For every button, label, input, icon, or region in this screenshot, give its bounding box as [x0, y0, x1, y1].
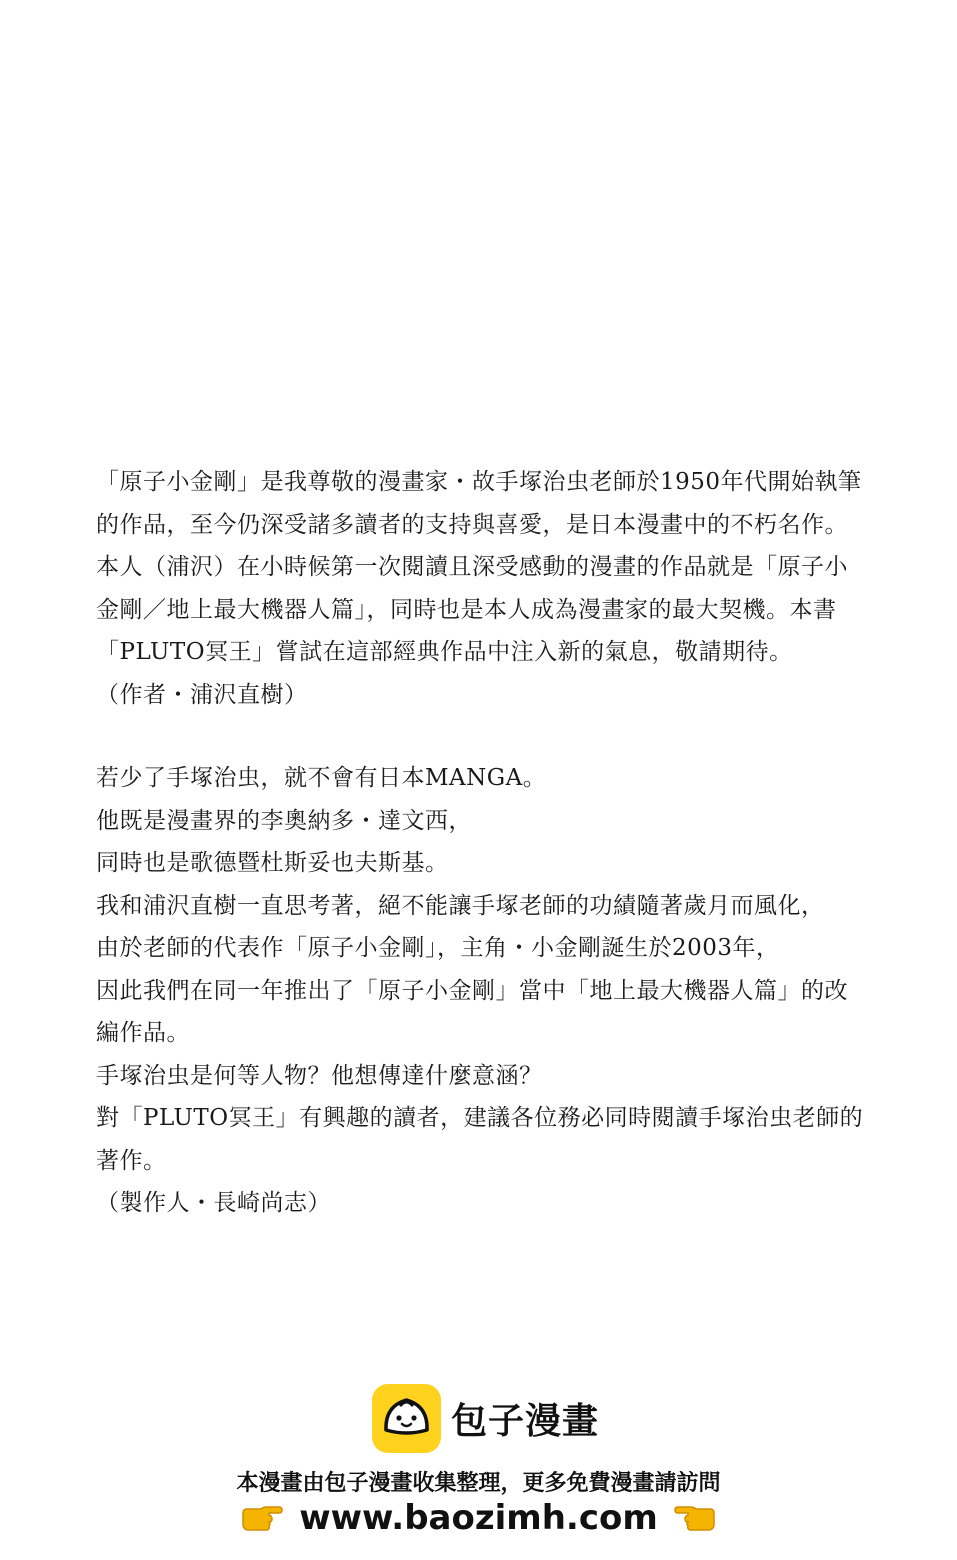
afterword-line: 同時也是歌德暨杜斯妥也夫斯基。	[96, 850, 449, 876]
afterword-line: 對「PLUTO冥王」有興趣的讀者，建議各位務必同時閱讀手塚治虫老師的	[96, 1105, 864, 1131]
pointing-hand-left-icon	[674, 1501, 718, 1535]
afterword-line: 編作品。	[96, 1020, 190, 1046]
footer-url-row	[0, 1498, 957, 1538]
afterword-line: 手塚治虫是何等人物？他想傳達什麼意涵？	[96, 1062, 543, 1089]
preface-line: 的作品，至今仍深受諸多讀者的支持與喜愛，是日本漫畫中的不朽名作。	[96, 511, 848, 538]
afterword-line: 我和浦沢直樹一直思考著，絕不能讓手塚老師的功績隨著歲月而風化，	[96, 892, 825, 919]
preface-signature: （作者・浦沢直樹）	[96, 681, 308, 708]
site-url-link[interactable]: www.baozimh.com	[299, 1498, 658, 1538]
pointing-hand-right-icon	[239, 1501, 283, 1535]
preface-line: 「原子小金剛」是我尊敬的漫畫家・故手塚治虫老師於1950年代開始執筆	[96, 469, 862, 495]
afterword-line: 若少了手塚治虫，就不會有日本MANGA。	[96, 765, 547, 791]
preface-line: 金剛／地上最大機器人篇」，同時也是本人成為漫畫家的最大契機。本書	[96, 596, 837, 623]
brand-logo[interactable]	[372, 1384, 599, 1453]
footer-notice: 本漫畫由包子漫畫收集整理，更多免費漫畫請訪問	[236, 1471, 721, 1496]
bun-face-icon	[372, 1384, 441, 1453]
afterword-line: 他既是漫畫界的李奧納多・達文西，	[96, 807, 472, 834]
brand-name: 包子漫畫	[451, 1401, 600, 1442]
afterword-signature: （製作人・長崎尚志）	[96, 1190, 331, 1216]
afterword-line: 因此我們在同一年推出了「原子小金剛」當中「地上最大機器人篇」的改	[96, 977, 848, 1004]
preface-text	[96, 461, 896, 716]
preface-line: 本人（浦沢）在小時候第一次閱讀且深受感動的漫畫的作品就是「原子小	[96, 554, 848, 580]
afterword-line: 由於老師的代表作「原子小金剛」，主角・小金剛誕生於2003年，	[96, 935, 780, 961]
preface-line: 「PLUTO冥王」嘗試在這部經典作品中注入新的氣息，敬請期待。	[96, 639, 793, 665]
afterword-line: 著作。	[96, 1147, 167, 1174]
afterword-text	[96, 757, 896, 1225]
